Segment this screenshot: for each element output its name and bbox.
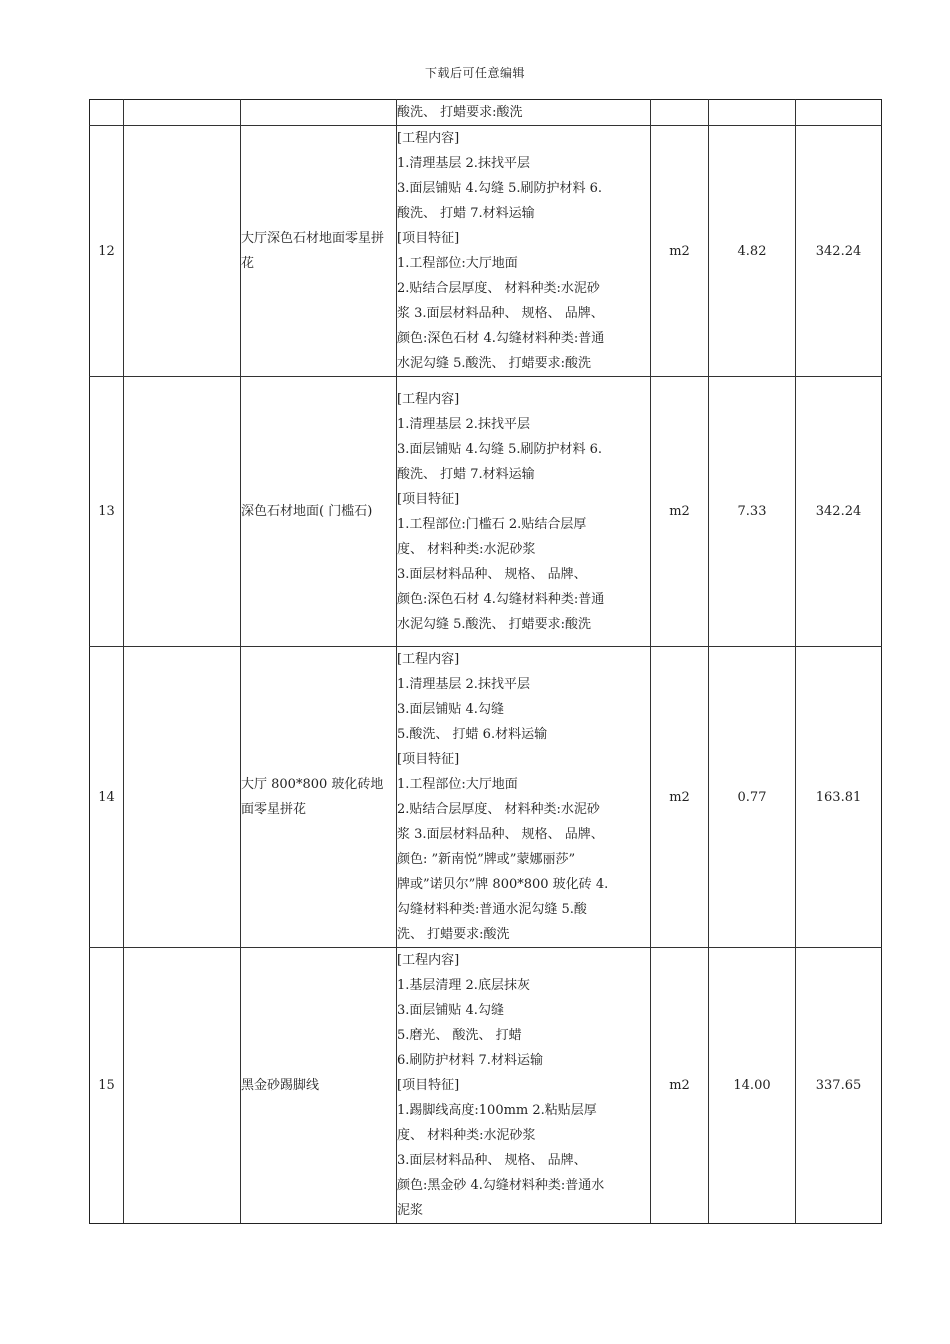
item-code-cell	[124, 948, 241, 1224]
unit-price-cell	[796, 100, 882, 126]
description-line: 3.面层铺贴 4.勾缝 5.刷防护材料 6.	[397, 441, 603, 457]
description-line: 3.面层材料品种、 规格、 品牌、	[397, 1153, 587, 1168]
description-line: 泥浆	[397, 1203, 424, 1218]
item-code-cell	[124, 647, 241, 948]
item-number-cell: 15	[90, 948, 124, 1224]
description-line: [工程内容]	[397, 391, 460, 407]
description-line: 度、 材料种类:水泥砂浆	[397, 1128, 536, 1143]
item-number-cell	[90, 100, 124, 126]
description-line: 1.工程部位:大厅地面	[397, 777, 518, 792]
unit-price-cell: 342.24	[796, 126, 882, 377]
page-header: 下载后可任意编辑	[424, 66, 525, 80]
quantity-cell: 7.33	[709, 377, 796, 647]
item-description-cell	[397, 948, 651, 1224]
description-line: 1.清理基层 2.抹找平层	[397, 156, 530, 171]
description-line: 1.工程部位:门槛石 2.贴结合层厚	[397, 516, 587, 532]
item-code-cell	[124, 100, 241, 126]
description-line: 牌或”诺贝尔”牌 800*800 玻化砖 4.	[397, 877, 609, 892]
item-number-cell: 14	[90, 647, 124, 948]
unit-price-cell: 342.24	[796, 377, 882, 647]
description-line: 6.刷防护材料 7.材料运输	[397, 1053, 543, 1068]
quantity-cell: 4.82	[709, 126, 796, 377]
description-line: 5.酸洗、 打蜡 6.材料运输	[397, 727, 548, 742]
table-row	[90, 647, 882, 948]
item-name-cell	[241, 100, 397, 126]
description-line: 度、 材料种类:水泥砂浆	[397, 541, 536, 557]
table-row	[90, 377, 882, 647]
bill-of-quantities-table	[89, 99, 882, 1224]
description-line: 2.贴结合层厚度、 材料种类:水泥砂	[397, 281, 600, 296]
item-number-cell: 13	[90, 377, 124, 647]
description-line: 颜色:黑金砂 4.勾缝材料种类:普通水	[397, 1178, 605, 1193]
item-name-cell: 黑金砂踢脚线	[241, 948, 397, 1224]
description-line: 颜色:深色石材 4.勾缝材料种类:普通	[397, 331, 605, 346]
description-line: 洗、 打蜡要求:酸洗	[397, 927, 510, 942]
description-line: [工程内容]	[397, 652, 460, 667]
description-line: 颜色: ”新南悦”牌或”蒙娜丽莎”	[397, 852, 576, 867]
description-line: 1.工程部位:大厅地面	[397, 256, 518, 271]
description-line: 浆 3.面层材料品种、 规格、 品牌、	[397, 827, 604, 842]
table-row	[90, 948, 882, 1224]
description-line: [工程内容]	[397, 953, 460, 968]
table-body	[90, 100, 882, 1224]
description-line: 酸洗、 打蜡 7.材料运输	[397, 206, 535, 221]
quantity-cell: 14.00	[709, 948, 796, 1224]
description-line: 颜色:深色石材 4.勾缝材料种类:普通	[397, 591, 605, 607]
item-name-cell: 大厅 800*800 玻化砖地面零星拼花	[241, 647, 397, 948]
quantity-cell	[709, 100, 796, 126]
description-line: [项目特征]	[397, 752, 460, 767]
item-description-cell	[397, 647, 651, 948]
description-line: 水泥勾缝 5.酸洗、 打蜡要求:酸洗	[397, 616, 592, 632]
unit-cell: m2	[651, 377, 709, 647]
description-line: 1.踢脚线高度:100mm 2.粘贴层厚	[397, 1103, 597, 1118]
description-line: 2.贴结合层厚度、 材料种类:水泥砂	[397, 802, 600, 817]
item-code-cell	[124, 377, 241, 647]
description-line: 3.面层铺贴 4.勾缝 5.刷防护材料 6.	[397, 181, 603, 196]
unit-cell: m2	[651, 126, 709, 377]
description-line: 酸洗、 打蜡要求:酸洗	[397, 105, 523, 120]
unit-price-cell: 163.81	[796, 647, 882, 948]
description-line: 勾缝材料种类:普通水泥勾缝 5.酸	[397, 902, 587, 917]
quantity-cell: 0.77	[709, 647, 796, 948]
unit-cell: m2	[651, 647, 709, 948]
item-description-cell	[397, 126, 651, 377]
item-description-cell	[397, 377, 651, 647]
description-line: [项目特征]	[397, 1078, 460, 1093]
description-line: 3.面层材料品种、 规格、 品牌、	[397, 566, 587, 582]
unit-cell: m2	[651, 948, 709, 1224]
unit-cell	[651, 100, 709, 126]
item-description-cell	[397, 100, 651, 126]
description-line: [项目特征]	[397, 231, 460, 246]
description-line: 酸洗、 打蜡 7.材料运输	[397, 466, 535, 482]
item-code-cell	[124, 126, 241, 377]
description-line: 5.磨光、 酸洗、 打蜡	[397, 1028, 522, 1043]
description-line: [工程内容]	[397, 131, 460, 146]
item-name-cell: 大厅深色石材地面零星拼花	[241, 126, 397, 377]
item-name-cell: 深色石材地面( 门槛石)	[241, 377, 397, 647]
description-line: [项目特征]	[397, 491, 460, 507]
description-line: 1.清理基层 2.抹找平层	[397, 416, 530, 432]
unit-price-cell: 337.65	[796, 948, 882, 1224]
description-line: 1.基层清理 2.底层抹灰	[397, 978, 530, 993]
description-line: 3.面层铺贴 4.勾缝	[397, 702, 504, 717]
item-number-cell: 12	[90, 126, 124, 377]
description-line: 水泥勾缝 5.酸洗、 打蜡要求:酸洗	[397, 356, 592, 371]
description-line: 浆 3.面层材料品种、 规格、 品牌、	[397, 306, 604, 321]
table-row	[90, 126, 882, 377]
table-row	[90, 100, 882, 126]
description-line: 3.面层铺贴 4.勾缝	[397, 1003, 504, 1018]
description-line: 1.清理基层 2.抹找平层	[397, 677, 530, 692]
